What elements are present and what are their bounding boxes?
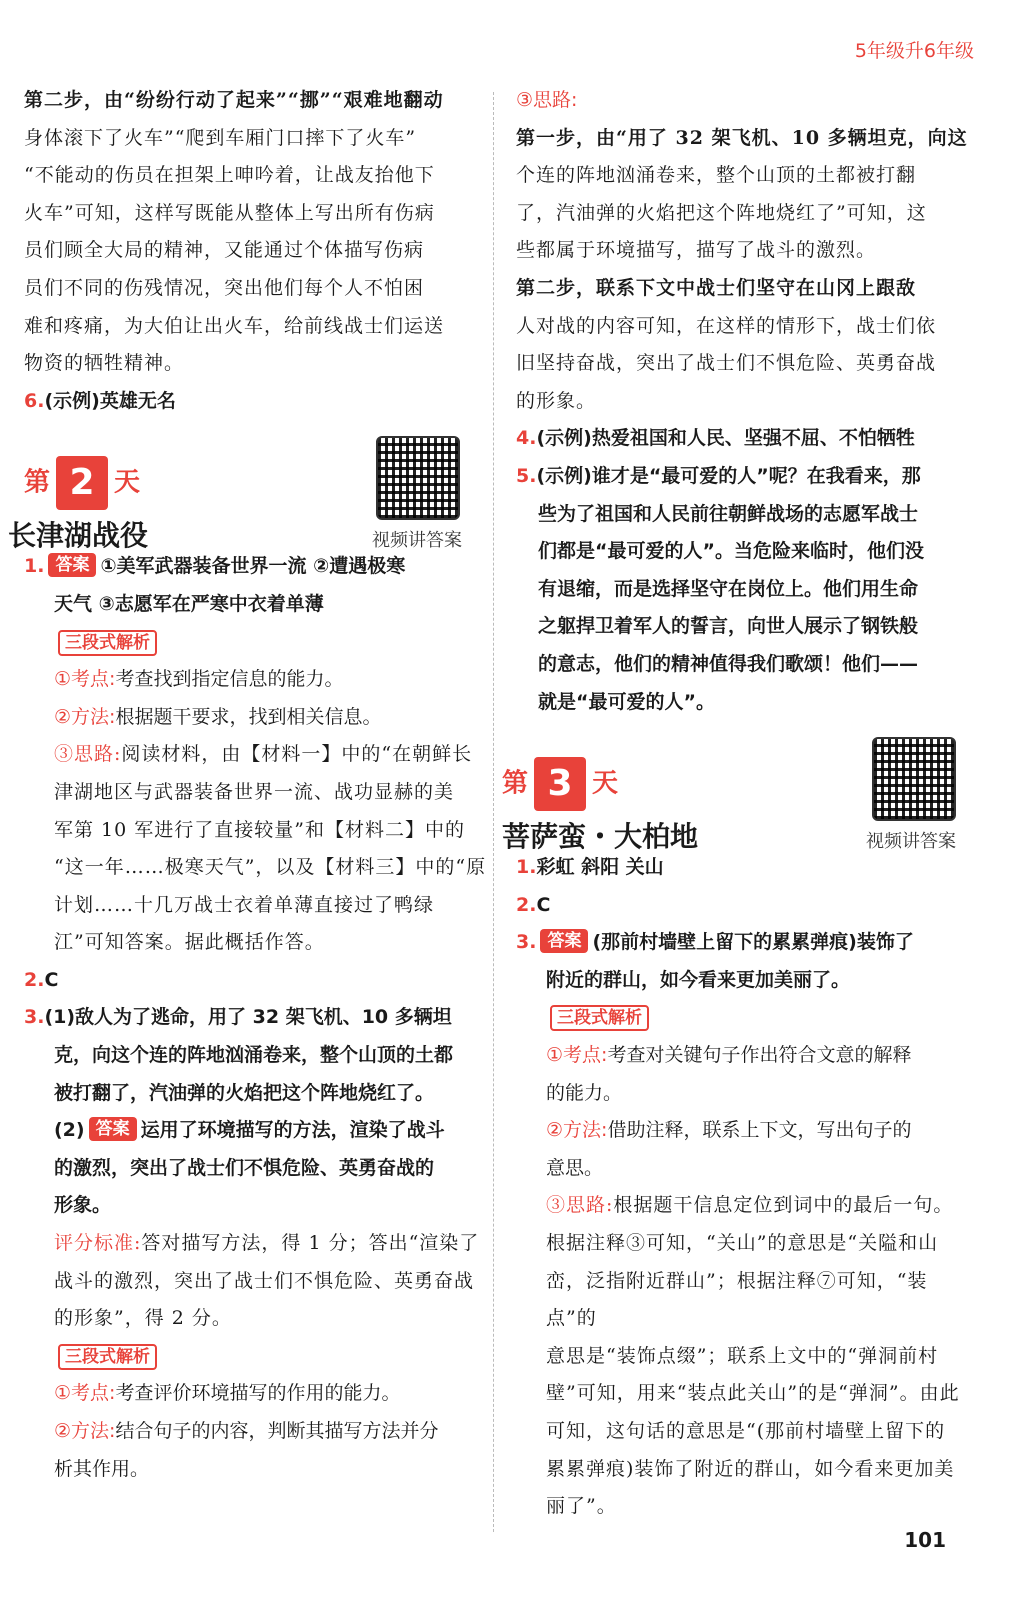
text-line: 的意志，他们的精神值得我们歌颂！他们—— <box>538 652 919 675</box>
lesson-title: 长津湖战役 <box>8 519 149 553</box>
question-2 <box>24 962 494 1000</box>
text-line: 析其作用。 <box>54 1457 150 1480</box>
question-number: 1. <box>516 856 537 879</box>
question-number: 2. <box>24 968 45 991</box>
text-line: (1)敌人为了逃命，用了 32 架飞机、10 多辆坦 <box>44 1006 452 1029</box>
kaodian-text: 考查找到指定信息的能力。 <box>115 668 344 691</box>
text-line: 考查对关键句子作出符合文意的解释 <box>607 1044 912 1067</box>
text-line: “不能动的伤员在担架上呻吟着，让战友抬他下 <box>24 164 435 187</box>
answer-text: ①美军武器装备世界一流 ②遭遇极寒 <box>100 555 406 578</box>
question-5 <box>516 458 976 721</box>
text-line: 员们不同的伤残情况，突出他们每个人不怕困 <box>24 276 425 299</box>
fangfa-label: ②方法: <box>54 1420 116 1442</box>
text-line: 津湖地区与武器装备世界一流、战功显赫的美 <box>54 780 455 803</box>
analysis-header: 三段式解析 <box>58 630 157 656</box>
text-line: 些为了祖国和人民前往朝鲜战场的志愿军战士 <box>538 502 919 525</box>
answer-tag: 答案 <box>89 1117 137 1141</box>
text-line: 人对战的内容可知，在这样的情形下，战士们依 <box>516 314 937 337</box>
qr-caption: 视频讲答案 <box>372 530 462 552</box>
fangfa-label: ②方法: <box>546 1119 608 1142</box>
answer-text: 彩虹 斜阳 关山 <box>536 856 664 879</box>
text-line: 可知，这句话的意思是“(那前村墙壁上留下的 <box>546 1420 946 1442</box>
qr-caption: 视频讲答案 <box>866 831 956 853</box>
qr-code-icon[interactable] <box>872 737 956 821</box>
kaodian-label: ①考点: <box>54 668 116 691</box>
score-label: 评分标准: <box>54 1232 142 1255</box>
answer-text: (那前村墙壁上留下的累累弹痕)装饰了 <box>592 931 914 954</box>
lesson-title: 菩萨蛮・大柏地 <box>502 820 699 854</box>
text-line: 火车”可知，这样写既能从整体上写出所有伤病 <box>24 201 435 224</box>
question-number: 3. <box>24 1006 45 1029</box>
text-line: 阅读材料，由【材料一】中的“在朝鲜长 <box>121 743 473 766</box>
text-line: 意思是“装饰点缀”；联系上文中的“弹洞前村 <box>546 1344 939 1367</box>
text-line: 第二步，由“纷纷行动了起来”“挪”“艰难地翻动 <box>24 89 444 111</box>
text-line: 旧坚持奋战，突出了战士们不惧危险、英勇奋战 <box>516 352 937 375</box>
question-2 <box>516 887 976 925</box>
text-line: 壁”可知，用来“装点此关山”的是“弹洞”。由此 <box>546 1382 960 1405</box>
question-3 <box>24 999 494 1488</box>
kaodian-label: ①考点: <box>54 1382 116 1405</box>
answer-text: 附近的群山，如今看来更加美丽了。 <box>546 968 851 991</box>
answer-tag: 答案 <box>48 553 96 577</box>
silu-block <box>516 1187 976 1525</box>
day-2-header <box>8 436 494 553</box>
right-column <box>502 82 976 1526</box>
silu-label: ③思路: <box>546 1194 614 1217</box>
text-line: 之躯捍卫着军人的誓言，向世人展示了钢铁般 <box>538 615 919 638</box>
kaodian-label: ①考点: <box>546 1044 608 1067</box>
fangfa-text: 根据题干要求，找到相关信息。 <box>115 705 382 728</box>
day-prefix: 第 <box>24 467 51 498</box>
silu-label: ③思路: <box>516 89 578 111</box>
text-line: 些都属于环境描写，描写了战斗的激烈。 <box>516 239 877 262</box>
answer-text: (示例)热爱祖国和人民、坚强不屈、不怕牺牲 <box>536 427 915 450</box>
sub-question-number: (2) <box>54 1119 85 1142</box>
text-line: 军第 10 军进行了直接较量”和【材料二】中的 <box>54 818 465 841</box>
text-line: 借助注释，联系上下文，写出句子的 <box>607 1119 912 1142</box>
day-number: 3 <box>534 757 586 811</box>
silu-label: ③思路: <box>54 743 122 766</box>
question-number: 4. <box>516 427 537 450</box>
text-line: 被打翻了，汽油弹的火焰把这个阵地烧红了。 <box>54 1081 435 1104</box>
left-column <box>8 82 494 1488</box>
day-number: 2 <box>56 456 108 510</box>
question-6 <box>24 383 494 421</box>
silu-block <box>24 736 494 962</box>
text-line: 的形象”，得 2 分。 <box>54 1307 232 1330</box>
step2-paragraph <box>24 82 494 383</box>
question-3 <box>516 924 976 1526</box>
text-line: “这一年……极寒天气”，以及【材料三】中的“原 <box>54 856 487 879</box>
text-line: 员们顾全大局的精神，又能通过个体描写伤病 <box>24 239 425 262</box>
day-3-header <box>502 737 976 854</box>
text-line: 身体滚下了火车”“爬到车厢门口摔下了火车” <box>24 126 417 149</box>
text-line: 们都是“最可爱的人”。当危险来临时，他们没 <box>538 540 924 563</box>
question-1 <box>24 548 494 962</box>
text-line: 第一步，由“用了 32 架飞机、10 多辆坦克，向这 <box>516 126 968 149</box>
text-line: 江”可知答案。据此概括作答。 <box>54 931 325 954</box>
question-number: 5. <box>516 464 537 487</box>
grade-label: 5年级升6年级 <box>854 40 974 62</box>
text-line: 个连的阵地汹涌卷来，整个山顶的土都被打翻 <box>516 164 917 187</box>
question-number: 3. <box>516 931 537 954</box>
text-line: 累累弹痕)装饰了附近的群山，如今看来更加美 <box>546 1457 955 1480</box>
text-line: 难和疼痛，为大伯让出火车，给前线战士们运送 <box>24 314 445 337</box>
text-line: 计划……十几万战士衣着单薄直接过了鸭绿 <box>54 893 435 916</box>
text-line: 根据注释③可知，“关山”的意思是“关隘和山 <box>546 1232 939 1255</box>
day-badge <box>24 456 140 510</box>
answer-tag: 答案 <box>540 929 588 953</box>
day-prefix: 第 <box>502 768 529 799</box>
day-suffix: 天 <box>592 768 619 799</box>
text-line: 了，汽油弹的火焰把这个阵地烧红了”可知，这 <box>516 201 927 224</box>
text-line: 答对描写方法，得 1 分；答出“渲染了 <box>141 1232 480 1255</box>
day-suffix: 天 <box>114 467 141 498</box>
text-line: (示例)谁才是“最可爱的人”呢？在我看来，那 <box>536 464 921 487</box>
qr-code-icon[interactable] <box>376 436 460 520</box>
score-block <box>24 1225 494 1338</box>
text-line: 丽了”。 <box>546 1495 617 1518</box>
text-line: 战斗的激烈，突出了战士们不惧危险、英勇奋战 <box>54 1269 475 1292</box>
text-line: 结合句子的内容，判断其描写方法并分 <box>115 1420 439 1442</box>
analysis-header: 三段式解析 <box>58 1344 157 1370</box>
answer-text: 天气 ③志愿军在严寒中衣着单薄 <box>54 592 324 615</box>
answer-text: (示例)英雄无名 <box>44 389 176 412</box>
day-badge <box>502 757 618 811</box>
text-line: 峦，泛指附近群山”；根据注释⑦可知，“装点”的 <box>546 1269 928 1330</box>
kaodian-text: 考查评价环境描写的作用的能力。 <box>115 1382 401 1405</box>
question-number: 1. <box>24 555 45 578</box>
text-line: 运用了环境描写的方法，渲染了战斗 <box>140 1119 445 1142</box>
text-line: 有退缩，而是选择坚守在岗位上。他们用生命 <box>538 577 919 600</box>
analysis-header: 三段式解析 <box>550 1005 649 1031</box>
question-number: 2. <box>516 893 537 916</box>
text-line: 的形象。 <box>516 389 597 412</box>
fangfa-label: ②方法: <box>54 705 116 728</box>
page-number: 101 <box>904 1528 946 1552</box>
text-line: 的激烈，突出了战士们不惧危险、英勇奋战的 <box>54 1156 435 1179</box>
text-line: 克，向这个连的阵地汹涌卷来，整个山顶的土都 <box>54 1044 454 1067</box>
question-4 <box>516 420 976 458</box>
step1-paragraph <box>516 120 976 270</box>
step2-paragraph <box>516 270 976 420</box>
question-number: 6. <box>24 389 45 412</box>
text-line: 就是“最可爱的人”。 <box>538 690 715 713</box>
text-line: 物资的牺牲精神。 <box>24 352 185 375</box>
answer-text: C <box>44 968 59 991</box>
text-line: 第二步，联系下文中战士们坚守在山冈上跟敌 <box>516 276 917 299</box>
text-line: 形象。 <box>54 1194 112 1217</box>
text-line: 根据题干信息定位到词中的最后一句。 <box>613 1194 954 1217</box>
answer-text: C <box>536 893 551 916</box>
text-line: 意思。 <box>546 1156 604 1179</box>
text-line: 的能力。 <box>546 1081 623 1104</box>
